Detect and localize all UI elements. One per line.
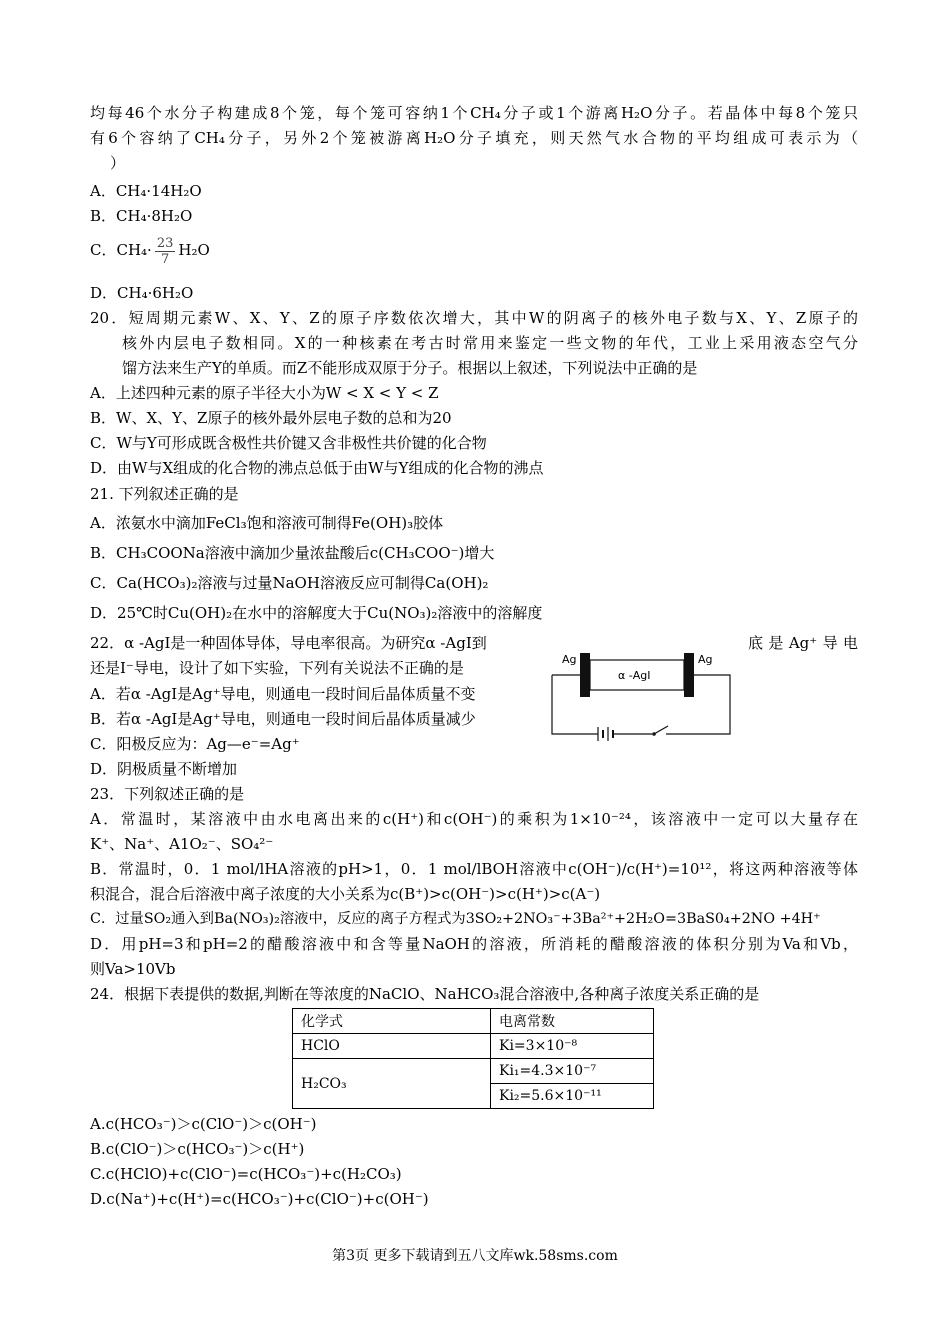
q21-option-d: D．25℃时Cu(OH)₂在水中的溶解度大于Cu(NO₃)₂溶液中的溶解度 (90, 604, 543, 622)
q23-option-a-line2: K⁺、Na⁺、A1O₂⁻、SO₄²⁻ (90, 835, 274, 853)
table-cell-hclo: HClO (293, 1034, 491, 1059)
q23-option-a-line1: A．常温时，某溶液中由水电离出来的c(H⁺)和c(OH⁻)的乘积为1×10⁻²⁴，该溶液中一定可以大量存在 (90, 810, 858, 828)
table-cell-hclo-ki: Ki=3×10⁻⁸ (491, 1034, 654, 1059)
q21-option-a: A．浓氨水中滴加FeCl₃饱和溶液可制得Fe(OH)₃胶体 (90, 514, 444, 532)
q19-option-d: D．CH₄·6H₂O (90, 284, 194, 302)
q23-option-c: C．过量SO₂通入到Ba(NO₃)₂溶液中，反应的离子方程式为3SO₂+2NO₃⁻+3Ba²⁺+2H₂O=3BaS0₄+2NO +4H⁺ (90, 911, 821, 927)
q21-option-c: C．Ca(HCO₃)₂溶液与过量NaOH溶液反应可制得Ca(OH)₂ (90, 574, 489, 592)
fraction-denominator: 7 (160, 251, 170, 267)
q24-option-c: C.c(HClO)+c(ClO⁻)=c(HCO₃⁻)+c(H₂CO₃) (90, 1165, 402, 1183)
table-row (293, 1034, 654, 1059)
table-cell-h2co3-ki1: Ki₁=4.3×10⁻⁷ (491, 1059, 654, 1084)
q22-option-d: D．阴极质量不断增加 (90, 760, 238, 778)
left-ag-electrode (580, 653, 590, 697)
q19-option-c-prefix: C．CH₄· (90, 241, 152, 259)
table-row (293, 1009, 654, 1034)
q19-option-c (90, 232, 210, 268)
electrolysis-apparatus-figure (548, 648, 734, 748)
q23-option-b-line1: B．常温时，0．1 mol/lHA溶液的pH>1，0．1 mol/lBOH溶液中c(OH⁻)/c(H⁺)=10¹²，将这两种溶液等体 (90, 860, 858, 878)
q24-option-a: A.c(HCO₃⁻)＞c(ClO⁻)＞c(OH⁻) (90, 1115, 317, 1133)
q20-option-b: B．W、X、Y、Z原子的核外最外层电子数的总和为20 (90, 409, 452, 427)
q23-option-d-line1: D．用pH=3和pH=2的醋酸溶液中和含等量NaOH的溶液，所消耗的醋酸溶液的体积分别为Va和Vb， (90, 935, 858, 953)
q19-option-b: B．CH₄·8H₂O (90, 207, 193, 225)
left-electrode-label: Ag (562, 653, 577, 666)
crystal-label: α -AgI (618, 669, 651, 682)
q20-line1: 20．短周期元素W、X、Y、Z的原子序数依次增大，其中W的阴离子的核外电子数与X、Y、Z原子的 (90, 309, 858, 327)
table-header-constant: 电离常数 (491, 1009, 654, 1034)
ionization-constant-table (292, 1008, 654, 1109)
q24-option-d: D.c(Na⁺)+c(H⁺)=c(HCO₃⁻)+c(ClO⁻)+c(OH⁻) (90, 1190, 429, 1208)
q24-option-b: B.c(ClO⁻)＞c(HCO₃⁻)＞c(H⁺) (90, 1140, 305, 1158)
q23-option-b-line2: 积混合，混合后溶液中离子浓度的大小关系为c(B⁺)>c(OH⁻)>c(H⁺)>c(A⁻) (90, 885, 601, 903)
q24-stem: 24．根据下表提供的数据,判断在等浓度的NaClO、NaHCO₃混合溶液中,各种离子浓度关系正确的是 (90, 985, 760, 1003)
table-cell-h2co3: H₂CO₃ (293, 1059, 491, 1109)
q22-line1-tail: 底是Ag⁺导电 (748, 634, 858, 652)
q20-option-d: D．由W与X组成的化合物的沸点总低于由W与Y组成的化合物的沸点 (90, 459, 544, 477)
q20-option-a: A．上述四种元素的原子半径大小为W < X < Y < Z (90, 384, 439, 402)
q22-option-a: A．若α -AgI是Ag⁺导电，则通电一段时间后晶体质量不变 (90, 685, 476, 703)
q22-line2: 还是I⁻导电，设计了如下实验，下列有关说法不正确的是 (90, 659, 464, 677)
right-ag-electrode (684, 653, 694, 697)
q20-line3: 馏方法来生产Y的单质。而Z不能形成双原于分子。根据以上叙述，下列说法中正确的是 (122, 359, 698, 377)
page-footer: 第3页 更多下载请到五八文库wk.58sms.com (332, 1248, 618, 1264)
q22-option-c: C．阳极反应为：Ag—e⁻=Ag⁺ (90, 735, 300, 753)
q21-stem: 21. 下列叙述正确的是 (90, 485, 239, 503)
table-cell-h2co3-ki2: Ki₂=5.6×10⁻¹¹ (491, 1084, 654, 1109)
q19-option-a: A．CH₄·14H₂O (90, 182, 202, 200)
q19-line3: ） (110, 154, 126, 172)
q21-option-b: B．CH₃COONa溶液中滴加少量浓盐酸后c(CH₃COO⁻)增大 (90, 544, 495, 562)
q23-stem: 23．下列叙述正确的是 (90, 785, 245, 803)
q20-line2: 核外内层电子数相同。X的一种核素在考古时常用来鉴定一些文物的年代，工业上采用液态空气分 (122, 334, 858, 352)
q22-line1: 22．α -AgI是一种固体导体，导电率很高。为研究α -AgI到 (90, 634, 487, 652)
fraction-numerator: 23 (156, 235, 174, 251)
q23-option-d-line2: 则Va>10Vb (90, 960, 176, 978)
table-header-formula: 化学式 (293, 1009, 491, 1034)
q19-line1: 均每46个水分子构建成8个笼，每个笼可容纳1个CH₄分子或1个游离H₂O分子。若晶体中每8个笼只 (90, 104, 858, 122)
q22-option-b: B．若α -AgI是Ag⁺导电，则通电一段时间后晶体质量减少 (90, 710, 476, 728)
open-switch-lever (654, 726, 668, 734)
right-electrode-label: Ag (698, 653, 713, 666)
q20-option-c: C．W与Y可形成既含极性共价键又含非极性共价键的化合物 (90, 434, 487, 452)
q19-line2: 有6个容纳了CH₄分子，另外2个笼被游离H₂O分子填充，则天然气水合物的平均组成可表示为（ (90, 129, 858, 147)
q19-fraction (155, 236, 176, 267)
q19-option-c-suffix: H₂O (178, 241, 210, 259)
table-row (293, 1059, 654, 1084)
